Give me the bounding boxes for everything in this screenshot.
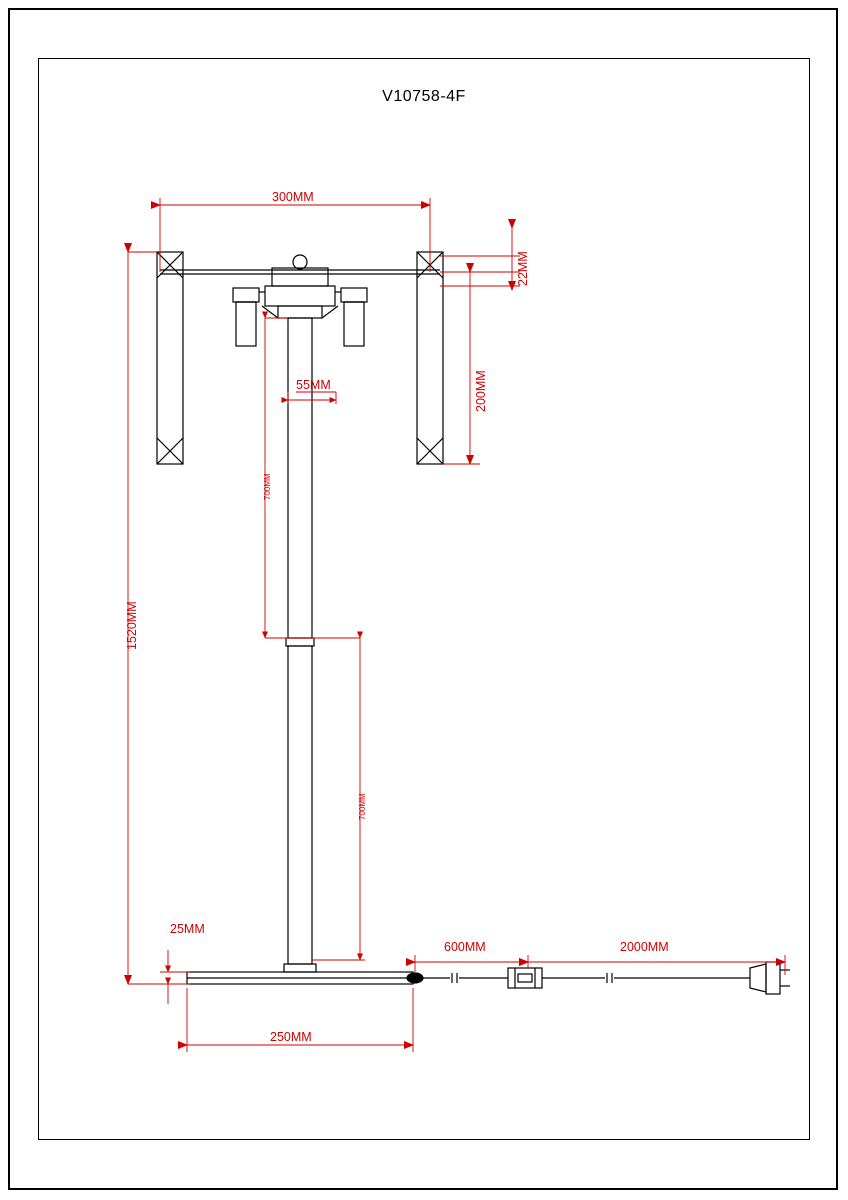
- dimension-label-switch-to-plug: 2000MM: [620, 940, 669, 954]
- dimension-label-base-width: 250MM: [270, 1030, 312, 1044]
- dimension-label-shade-drop: 200MM: [474, 370, 488, 412]
- dimension-label-base-thickness: 25MM: [170, 922, 205, 936]
- dimension-label-head-width: 55MM: [296, 378, 331, 392]
- dimension-lines: [128, 198, 785, 1052]
- dimension-label-lower-pole: 700MM: [358, 793, 367, 820]
- drawing-title: V10758-4F: [382, 88, 466, 105]
- dimension-label-width-top-bar: 300MM: [272, 190, 314, 204]
- dimension-label-upper-pole: 700MM: [263, 473, 272, 500]
- product-outline: [157, 252, 790, 994]
- dimension-label-cord-to-switch: 600MM: [444, 940, 486, 954]
- dimension-label-total-height: 1520MM: [125, 601, 139, 650]
- dimension-label-shade-height: 22MM: [516, 251, 530, 286]
